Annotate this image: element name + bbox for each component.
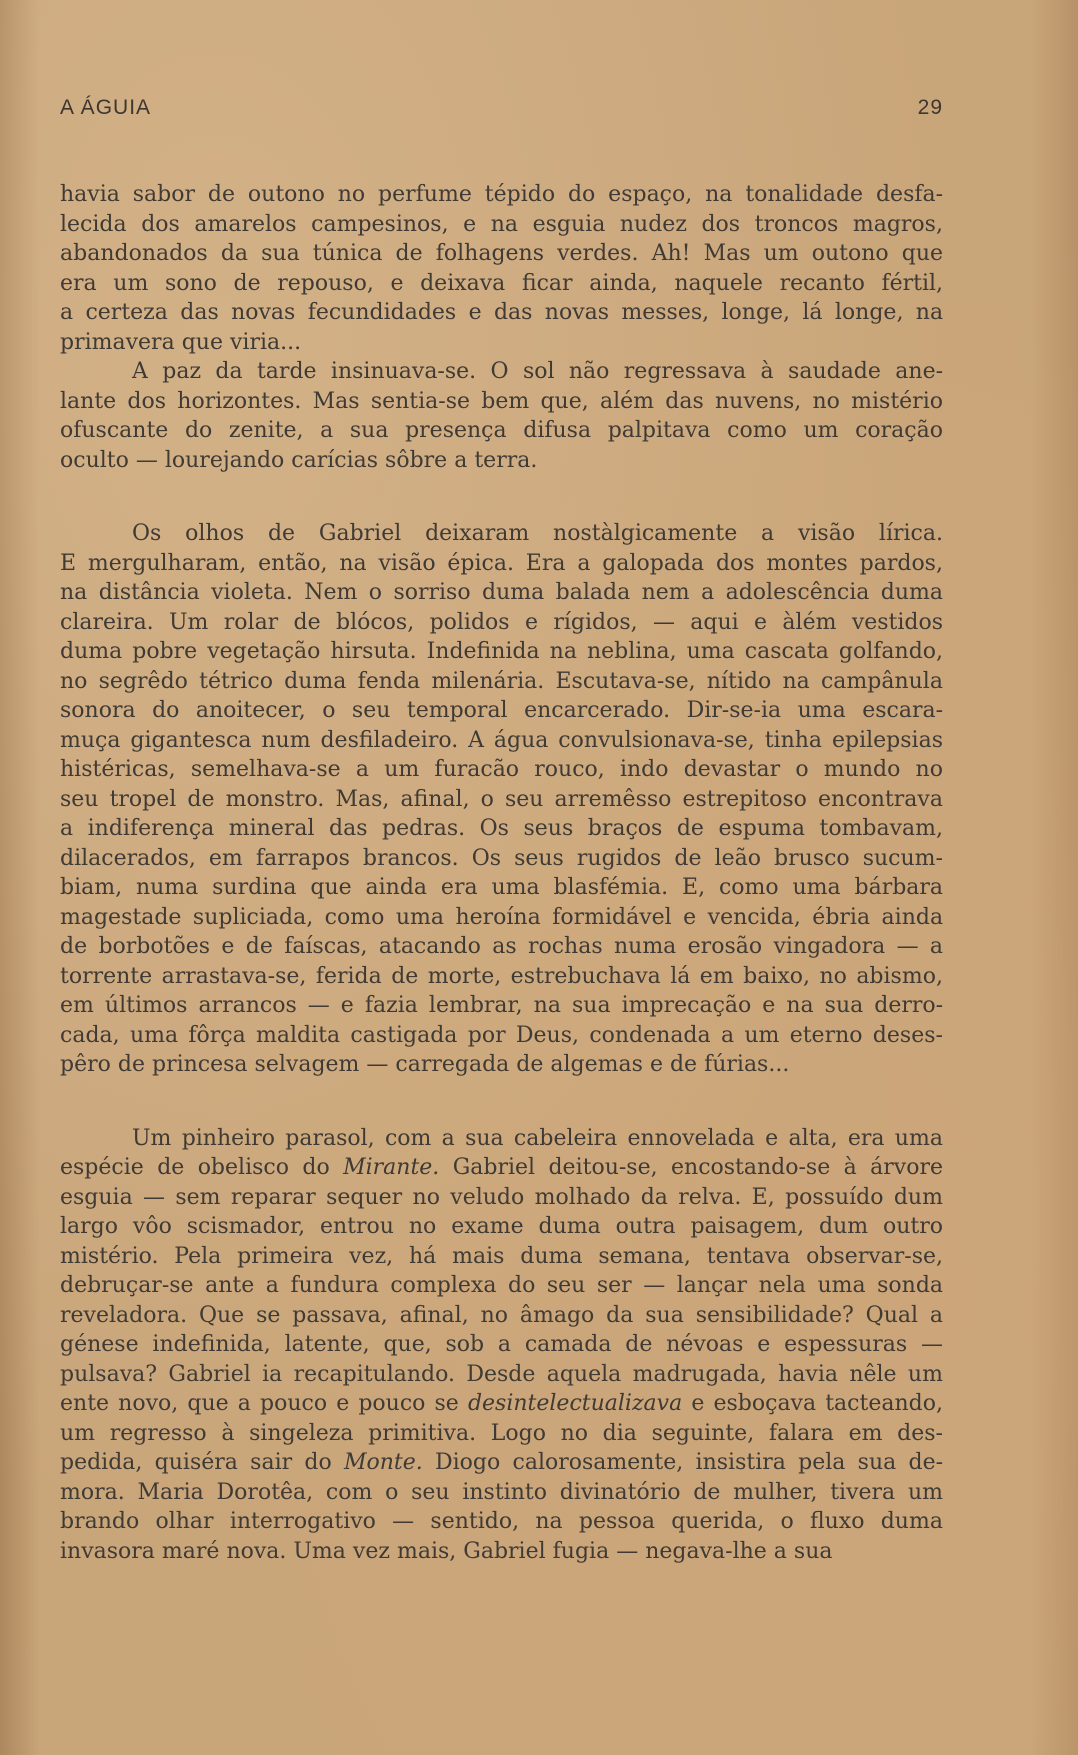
text-line: invasora maré nova. Uma vez mais, Gabriel fugia — negava-lhe a sua — [60, 1538, 833, 1564]
text-line: seu tropel de monstro. Mas, afinal, o seu arremêsso estrepitoso encontrava — [60, 786, 943, 812]
text-line: torrente arrastava-se, ferida de morte, estrebuchava lá em baixo, no abismo, — [60, 963, 943, 989]
text-line: cada, uma fôrça maldita castigada por Deus, condenada a um eterno deses- — [60, 1022, 943, 1048]
text-line: lante dos horizontes. Mas sentia-se bem que, além das nuvens, no mistério — [60, 388, 943, 414]
text-line: reveladora. Que se passava, afinal, no âmago da sua sensibilidade? Qual a — [60, 1302, 944, 1328]
text-line: pulsava? Gabriel ia recapitulando. Desde aquela madrugada, havia nêle um — [60, 1361, 943, 1387]
text-line: dilacerados, em farrapos brancos. Os seus rugidos de leão brusco sucum- — [60, 845, 943, 871]
text-line: mistério. Pela primeira vez, há mais duma semana, tentava observar-se, — [60, 1243, 944, 1269]
body-text — [60, 180, 943, 1566]
text-line: duma pobre vegetação hirsuta. Indefinida na neblina, uma cascata golfando, — [60, 639, 944, 664]
text-line: ente novo, que a pouco e pouco se desintelectualizava e esboçava tacteando, — [60, 1391, 943, 1416]
text-line: pedida, quiséra sair do Monte. Diogo calorosamente, insistira pela sua de- — [60, 1450, 944, 1475]
text-line: em últimos arrancos — e fazia lembrar, na sua imprecação e na sua derro- — [60, 993, 944, 1018]
text-line: no segrêdo tétrico duma fenda milenária. Escutava-se, nítido na campânula — [60, 668, 943, 694]
paragraph — [60, 1124, 943, 1567]
text-line: magestade supliciada, como uma heroína formidável e vencida, ébria ainda — [60, 904, 944, 930]
text-line: um regresso à singeleza primitiva. Logo no dia seguinte, falara em des- — [60, 1420, 943, 1446]
paragraph — [60, 357, 943, 475]
text-line: lecida dos amarelos campesinos, e na esguia nudez dos troncos magros, — [60, 211, 943, 237]
text-line: a certeza das novas fecundidades e das novas messes, longe, lá longe, na — [60, 300, 944, 325]
section-gap — [60, 1080, 943, 1124]
text-line: E mergulharam, então, na visão épica. Era a galopada dos montes pardos, — [60, 550, 943, 576]
text-line: histéricas, semelhava-se a um furacão rouco, indo devastar o mundo no — [60, 757, 943, 782]
paragraph — [60, 519, 943, 1080]
text-line: espécie de obelisco do Mirante. Gabriel deitou-se, encostando-se à árvore — [60, 1155, 943, 1180]
text-line: Os olhos de Gabriel deixaram nostàlgicamente a visão lírica. — [132, 521, 943, 546]
text-line: génese indefinida, latente, que, sob a camada de névoas e espessuras — — [60, 1332, 943, 1357]
running-head — [60, 96, 943, 126]
text-line: pêro de princesa selvagem — carregada de algemas e de fúrias... — [60, 1052, 790, 1077]
text-line: esguia — sem reparar sequer no veludo molhado da relva. E, possuído dum — [60, 1184, 943, 1210]
text-line: abandonados da sua túnica de folhagens verdes. Ah! Mas um outono que — [60, 241, 944, 266]
text-line: de borbotões e de faíscas, atacando as rochas numa erosão vingadora — a — [60, 934, 944, 959]
text-line: sonora do anoitecer, o seu temporal encarcerado. Dir-se-ia uma escara- — [60, 698, 944, 723]
text-line: havia sabor de outono no perfume tépido do espaço, na tonalidade desfa- — [60, 182, 944, 207]
text-line: A paz da tarde insinuava-se. O sol não regressava à saudade ane- — [132, 359, 944, 384]
text-line: muça gigantesca num desfiladeiro. A água convulsionava-se, tinha epilepsias — [60, 727, 943, 753]
text-line: debruçar-se ante a fundura complexa do seu ser — lançar nela uma sonda — [60, 1273, 944, 1298]
text-line: clareira. Um rolar de blócos, polidos e rígidos, — aqui e àlém vestidos — [60, 609, 944, 635]
text-line: era um sono de repouso, e deixava ficar ainda, naquele recanto fértil, — [60, 270, 944, 296]
text-line: brando olhar interrogativo — sentido, na pessoa querida, o fluxo duma — [60, 1509, 943, 1534]
text-line: na distância violeta. Nem o sorriso duma balada nem a adolescência duma — [60, 580, 944, 605]
section-gap — [60, 475, 943, 519]
page-number: 29 — [917, 96, 943, 119]
paragraph — [60, 180, 943, 357]
text-line: primavera que viria... — [60, 329, 302, 355]
text-line: ofuscante do zenite, a sua presença difusa palpitava como um coração — [60, 418, 943, 443]
text-line: biam, numa surdina que ainda era uma blasfémia. E, como uma bárbara — [60, 875, 944, 900]
text-line: largo vôo scismador, entrou no exame duma outra paisagem, dum outro — [60, 1214, 944, 1239]
text-line: oculto — lourejando carícias sôbre a terra. — [60, 447, 538, 473]
running-title: A ÁGUIA — [60, 96, 152, 119]
text-line: mora. Maria Dorotêa, com o seu instinto divinatório de mulher, tivera um — [60, 1479, 943, 1505]
text-line: Um pinheiro parasol, com a sua cabeleira ennovelada e alta, era uma — [132, 1125, 943, 1151]
text-line: a indiferença mineral das pedras. Os seus braços de espuma tombavam, — [60, 816, 944, 841]
